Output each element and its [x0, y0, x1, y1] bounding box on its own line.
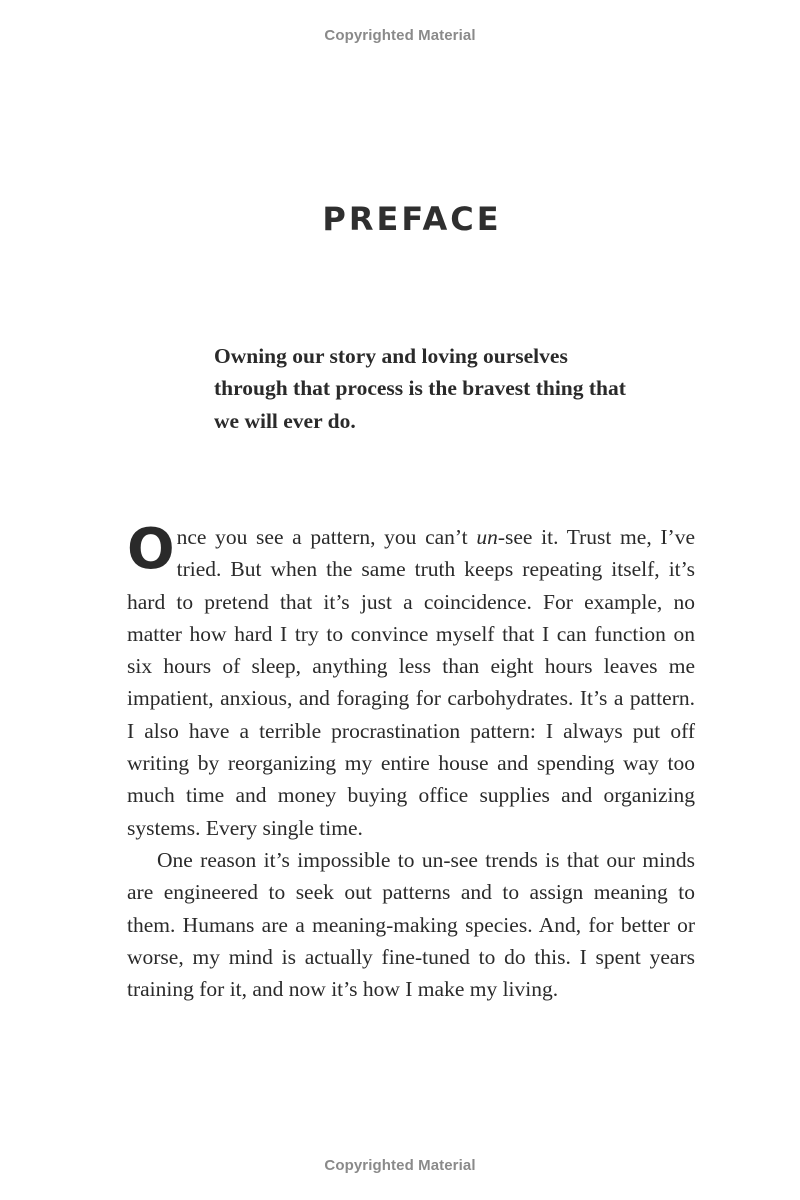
body-paragraph-2: One reason it’s impossible to un-see trends is that our minds are engineered to seek out patterns and to assign meaning to them. Humans are a meaning-making species. And, for better or worse, my mind is actually fine-tuned to do this. I spent years training for it, and now it’s how I make my living.	[127, 847, 695, 1002]
body-text	[127, 517, 695, 1005]
drop-cap: O	[127, 517, 175, 582]
paragraph-1-text-a: nce you see a pattern, you can’t	[176, 525, 477, 549]
epigraph-quote: Owning our story and loving ourselves through that process is the bravest thing that we will ever do.	[214, 344, 626, 433]
copyright-watermark-top: Copyrighted Material	[324, 27, 476, 44]
copyright-watermark-bottom: Copyrighted Material	[324, 1157, 476, 1174]
paragraph-1-text-b: -see it. Trust me, I’ve tried. But when the same truth keeps repeating itself, it’s hard to pretend that it’s just a coincidence. For example, no matter how hard I try to convince myself that I can function on six hours of sleep, anything less than eight hours leaves me impatient, anxious, and foraging for carbohydrates. It’s a pattern. I also have a terrible procrastination pattern: I always put off writing by reorganizing my entire house and spending way too much time and money buying office supplies and organizing systems. Every single time.	[127, 525, 695, 840]
body-paragraph-1	[127, 517, 695, 844]
chapter-title: PREFACE	[322, 200, 502, 238]
paragraph-1-emphasis: un	[476, 525, 498, 549]
